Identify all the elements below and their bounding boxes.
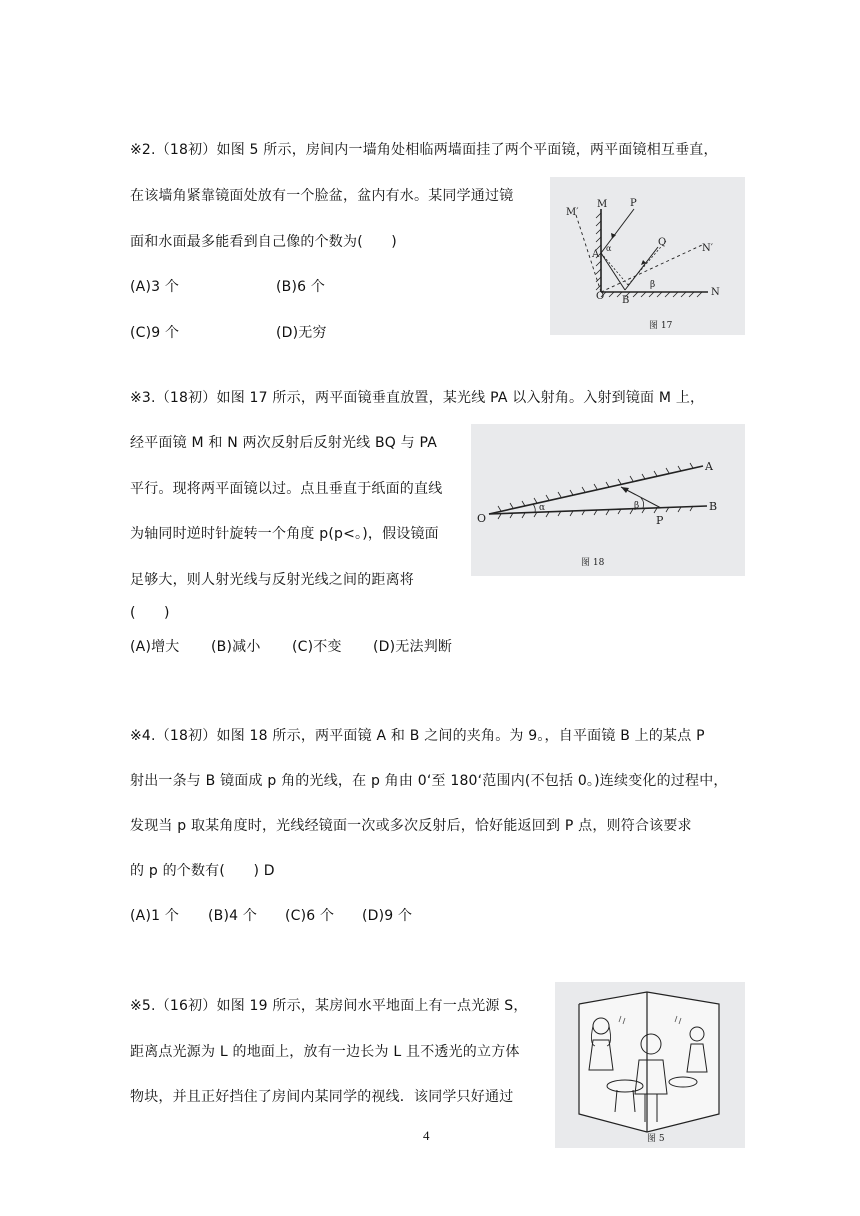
- q4-option-b: (B)4 个: [208, 908, 258, 924]
- figure-5-caption: 图 5: [647, 1134, 665, 1144]
- q3-line-6: ( ): [130, 605, 170, 621]
- label-q: Q: [658, 237, 667, 248]
- label-beta: β: [650, 280, 656, 290]
- q3-line-2: 经平面镜 M 和 N 两次反射后反射光线 BQ 与 PA: [130, 435, 438, 451]
- label-beta: β: [634, 501, 640, 511]
- label-n-prime: N′: [702, 243, 714, 254]
- q2-option-a: (A)3 个: [130, 279, 180, 295]
- q4-line-3: 发现当 p 取某角度时，光线经镜面一次或多次反射后，恰好能返回到 P 点，则符合该要求: [130, 818, 692, 834]
- label-n: N: [711, 287, 720, 298]
- label-mirror-a: A: [705, 460, 713, 473]
- label-o: O: [477, 512, 487, 525]
- q2-line-1: ※2.（18初）如图 5 所示，房间内一墙角处相临两墙面挂了两个平面镜，两平面镜相互垂直，: [130, 142, 718, 158]
- q5-line-2: 距离点光源为 L 的地面上，放有一边长为 L 且不透光的立方体: [130, 1044, 520, 1060]
- q5-line-3: 物块，并且正好挡住了房间内某同学的视线．该同学只好通过: [130, 1089, 514, 1105]
- label-mirror-b: B: [709, 500, 718, 513]
- q3-option-d: (D)无法判断: [373, 639, 453, 655]
- q2-line-3: 面和水面最多能看到自己像的个数为( ): [130, 234, 397, 250]
- q4-option-c: (C)6 个: [285, 908, 335, 924]
- label-alpha: α: [606, 244, 612, 253]
- q4-option-a: (A)1 个: [130, 908, 180, 924]
- q2-option-c: (C)9 个: [130, 325, 180, 341]
- q2-option-d: (D)无穷: [276, 325, 327, 341]
- q2-line-2: 在该墙角紧靠镜面处放有一个脸盆，盆内有水。某同学通过镜: [130, 188, 514, 204]
- figure-17-mirrors: [550, 177, 745, 335]
- label-m-prime: M′: [566, 207, 579, 218]
- label-alpha: α: [539, 503, 546, 513]
- q3-line-3: 平行。现将两平面镜以过。点且垂直于纸面的直线: [130, 481, 443, 497]
- q5-line-1: ※5.（16初）如图 19 所示，某房间水平地面上有一点光源 S，: [130, 998, 528, 1014]
- figure-18-angled-mirrors: [471, 424, 745, 576]
- label-b: B: [622, 295, 630, 306]
- label-m: M: [597, 199, 608, 210]
- label-o: O: [596, 291, 605, 302]
- figure-17-caption: 图 17: [649, 321, 673, 331]
- q3-option-c: (C)不变: [292, 639, 342, 655]
- label-point-p: P: [656, 514, 664, 527]
- q3-option-a: (A)增大: [130, 639, 180, 655]
- page-number: 4: [423, 1128, 430, 1143]
- q3-option-b: (B)减小: [211, 639, 261, 655]
- q4-line-2: 射出一条与 B 镜面成 p 角的光线，在 p 角由 0‘至 180‘范围内(不包括 0。)连续变化的过程中，: [130, 773, 728, 789]
- q4-option-d: (D)9 个: [362, 908, 413, 924]
- q3-line-4: 为轴同时逆时针旋转一个角度 p(p<。)，假设镜面: [130, 526, 439, 542]
- q3-line-5: 足够大，则人射光线与反射光线之间的距离将: [130, 572, 414, 588]
- label-a: A: [592, 249, 600, 260]
- q2-option-b: (B)6 个: [276, 279, 326, 295]
- figure-18-caption: 图 18: [581, 558, 605, 568]
- q4-line-4: 的 p 的个数有( ) D: [130, 863, 275, 879]
- q4-line-1: ※4.（18初）如图 18 所示，两平面镜 A 和 B 之间的夹角。为 9。，自平面镜 B 上的某点 P: [130, 728, 705, 744]
- q3-line-1: ※3.（18初）如图 17 所示，两平面镜垂直放置，某光线 PA 以入射角。入射到镜面 M 上，: [130, 390, 705, 406]
- figure-5-illustration: [555, 982, 745, 1148]
- label-p: P: [630, 198, 637, 209]
